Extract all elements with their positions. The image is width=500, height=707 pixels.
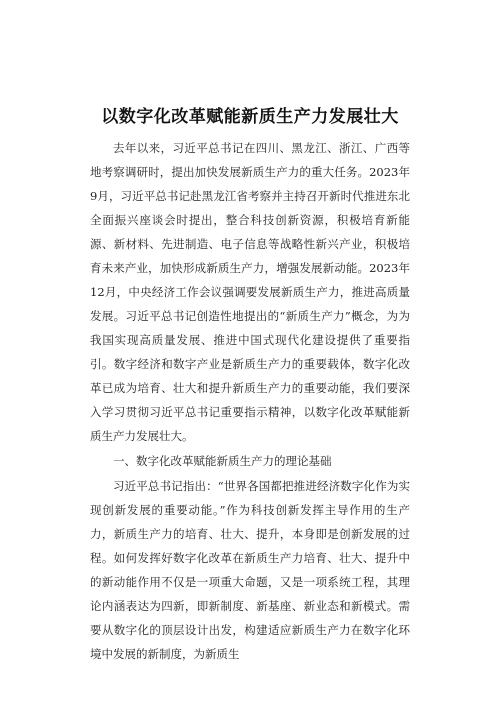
- section-heading: 一、数字化改革赋能新质生产力的理论基础: [113, 454, 332, 468]
- paragraph-intro: 去年以来，习近平总书记在四川、黑龙江、浙江、广西等地考察调研时，提出加快发展新质生产力的重大任务。2023年9月，习近平总书记赴黑龙江省考察并主持召开新时代推进东北全面振兴座谈会时提出，整合科技创新资源，积极培育新能源、新材料、先进制造、电子信息等战略性新兴产业，积极培育未来产业，加快形成新质生产力，增强发展新动能。2023年12月，中央经济工作会议强调要发展新质生产力，推进高质量发展。习近平总书记创造性地提出的“新质生产力”概念，为为我国实现高质量发展、推进中国式现代化建设提供了重要指引。数字经济和数字产业是新质生产力的重要载体，数字化改革已成为培育、壮大和提升新质生产力的重要动能，我们要深入学习贯彻习近平总书记重要指示精神，以数字化改革赋能新质生产力发展壮大。: [90, 141, 410, 443]
- paragraph-theory: 习近平总书记指出：“世界各国都把推进经济数字化作为实现创新发展的重要动能。”作为科技创新发挥主导作用的生产力，新质生产力的培育、壮大、提升，本身即是创新发展的过程。如何发挥好数字化改革在新质生产力培育、壮大、提升中的新动能作用不仅是一项重大命题，又是一项系统工程，其理论内涵表达为四新，即新制度、新基座、新业态和新模式。需要从数字化的顶层设计出发，构建适应新质生产力在数字化环境中发展的新制度，为新质生: [90, 479, 410, 661]
- document-body: [90, 136, 410, 666]
- document-title: 以数字化改革赋能新质生产力发展壮大: [101, 107, 399, 127]
